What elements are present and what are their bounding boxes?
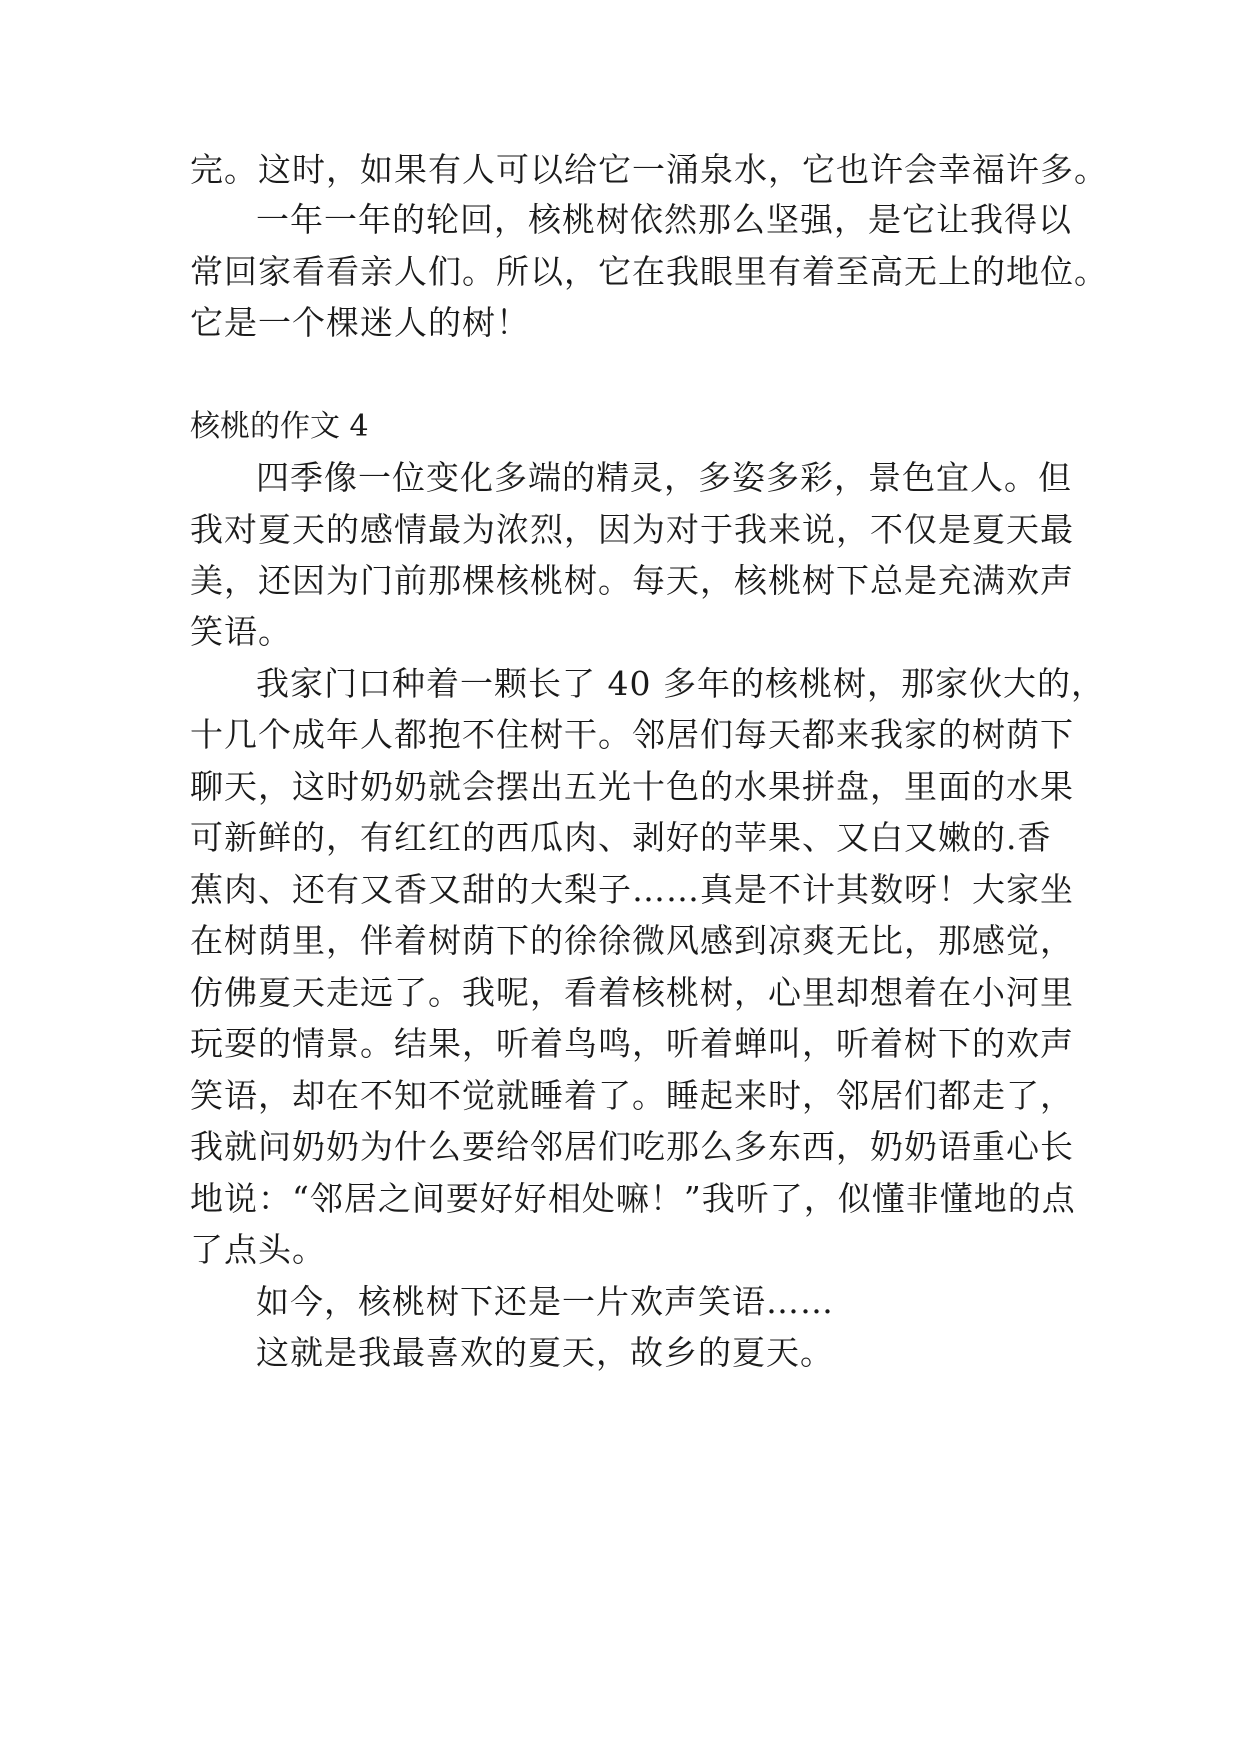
paragraph-line: 四季像一位变化多端的精灵，多姿多彩，景色宜人。但 <box>256 458 1072 497</box>
paragraph-line: 美，还因为门前那棵核桃树。每天，核桃树下总是充满欢声 <box>190 561 1074 600</box>
paragraph-line: 十几个成年人都抱不住树干。邻居们每天都来我家的树荫下 <box>190 715 1074 754</box>
paragraph-line: 完。这时，如果有人可以给它一涌泉水，它也许会幸福许多。 <box>190 150 1108 189</box>
paragraph-line: 聊天，这时奶奶就会摆出五光十色的水果拼盘，里面的水果 <box>190 767 1074 806</box>
paragraph-line: 我家门口种着一颗长了 40 多年的核桃树，那家伙大的， <box>256 664 1105 703</box>
paragraph-line: 它是一个棵迷人的树！ <box>190 303 530 342</box>
paragraph-line: 我对夏天的感情最为浓烈，因为对于我来说，不仅是夏天最 <box>190 510 1074 549</box>
paragraph-line: 在树荫里，伴着树荫下的徐徐微风感到凉爽无比，那感觉， <box>190 921 1074 960</box>
paragraph-line: 仿佛夏天走远了。我呢，看着核桃树，心里却想着在小河里 <box>190 973 1074 1012</box>
paragraph-line: 地说：“邻居之间要好好相处嘛！”我听了，似懂非懂地的点 <box>190 1179 1076 1218</box>
paragraph-line: 玩耍的情景。结果，听着鸟鸣，听着蝉叫，听着树下的欢声 <box>190 1024 1074 1063</box>
paragraph-line: 我就问奶奶为什么要给邻居们吃那么多东西，奶奶语重心长 <box>190 1127 1074 1166</box>
paragraph-line: 可新鲜的，有红红的西瓜肉、剥好的苹果、又白又嫩的.香 <box>190 818 1052 857</box>
paragraph-line: 笑语，却在不知不觉就睡着了。睡起来时，邻居们都走了， <box>190 1076 1074 1115</box>
section-title: 核桃的作文 4 <box>190 409 369 444</box>
paragraph-line: 如今，核桃树下还是一片欢声笑语…… <box>256 1282 834 1321</box>
paragraph-line: 笑语。 <box>190 612 292 651</box>
paragraph-line: 了点头。 <box>190 1230 326 1269</box>
paragraph-line: 常回家看看亲人们。所以，它在我眼里有着至高无上的地位。 <box>190 252 1108 291</box>
paragraph-line: 蕉肉、还有又香又甜的大梨子……真是不计其数呀！大家坐 <box>190 870 1074 909</box>
paragraph-line: 这就是我最喜欢的夏天，故乡的夏天。 <box>256 1333 834 1372</box>
paragraph-line: 一年一年的轮回，核桃树依然那么坚强，是它让我得以 <box>256 200 1072 239</box>
